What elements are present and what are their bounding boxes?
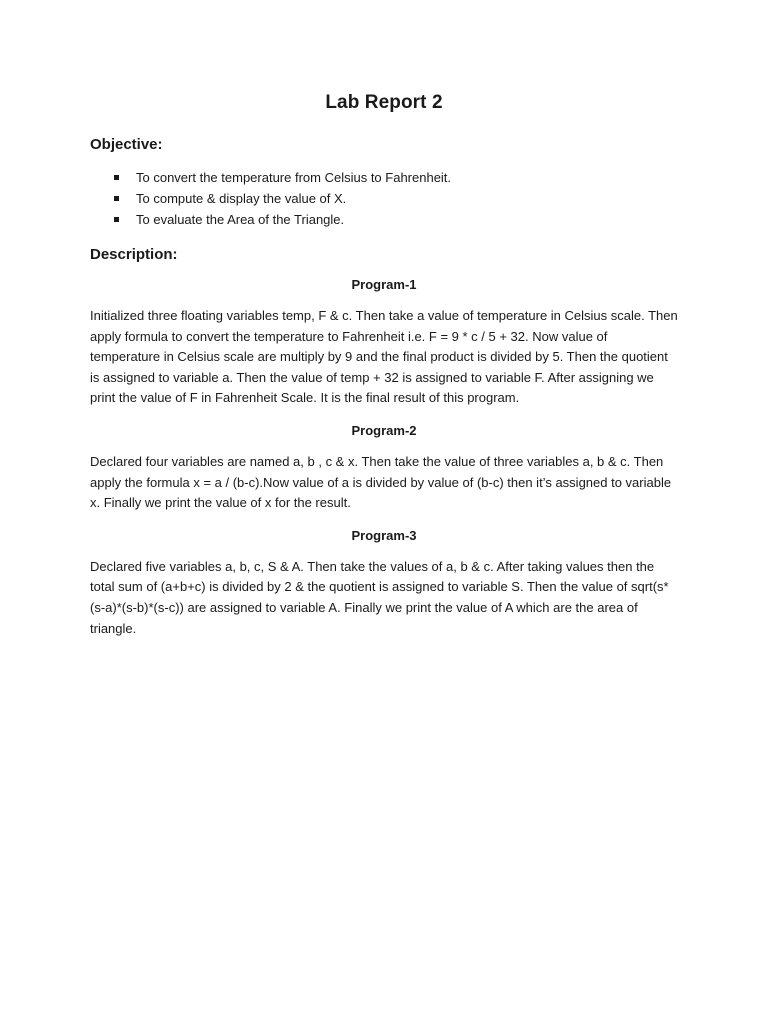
document-title: Lab Report 2 xyxy=(325,92,443,113)
program-2-description: Declared four variables are named a, b , c & x. Then take the value of three variables a, b & c. Then apply the formula x = a / (b-c).Now value of a is divided by value of (b-c) then it’s assigned to variable x. Finally we print the value of x for the result. xyxy=(90,453,672,511)
description-heading: Description: xyxy=(90,246,178,263)
program-1-description: Initialized three floating variables temp, F & c. Then take a value of temperature in Celsius scale. Then apply formula to convert the temperature to Fahrenheit i.e. F = 9 * c / 5 + 32. Now value of temperature in Celsius scale are multiply by 9 and the final product is divided by 5. Then the quotient is assigned to variable a. Then the value of temp + 32 is assigned to variable F. After assigning we print the value of F in Fahrenheit Scale. It is the final result of this program. xyxy=(90,308,678,406)
program-1-section xyxy=(90,277,678,409)
program-3-heading: Program-3 xyxy=(351,527,417,543)
objective-list xyxy=(112,167,678,230)
program-2-heading: Program-2 xyxy=(351,422,417,438)
program-1-heading: Program-1 xyxy=(351,277,417,292)
square-bullet-icon xyxy=(114,196,119,201)
program-3-description: Declared five variables a, b, c, S & A. Then take the values of a, b & c. After taking values then the total sum of (a+b+c) is divided by 2 & the quotient is assigned to variable S. Then the value of sqrt(s*(s-a)*(s-b)*(s-c)) are assigned to variable A. Finally we print the value of A which are the area of triangle. xyxy=(90,558,669,636)
square-bullet-icon xyxy=(114,217,119,222)
list-item xyxy=(112,188,678,209)
program-2-section xyxy=(90,423,678,514)
objective-text: To convert the temperature from Celsius to Fahrenheit. xyxy=(136,170,452,185)
square-bullet-icon xyxy=(114,175,119,180)
list-item xyxy=(112,167,678,188)
objective-text: To compute & display the value of X. xyxy=(136,191,347,206)
objective-text: To evaluate the Area of the Triangle. xyxy=(136,212,345,227)
program-3-section xyxy=(90,528,678,639)
list-item xyxy=(112,209,678,230)
objective-heading: Objective: xyxy=(90,136,163,153)
